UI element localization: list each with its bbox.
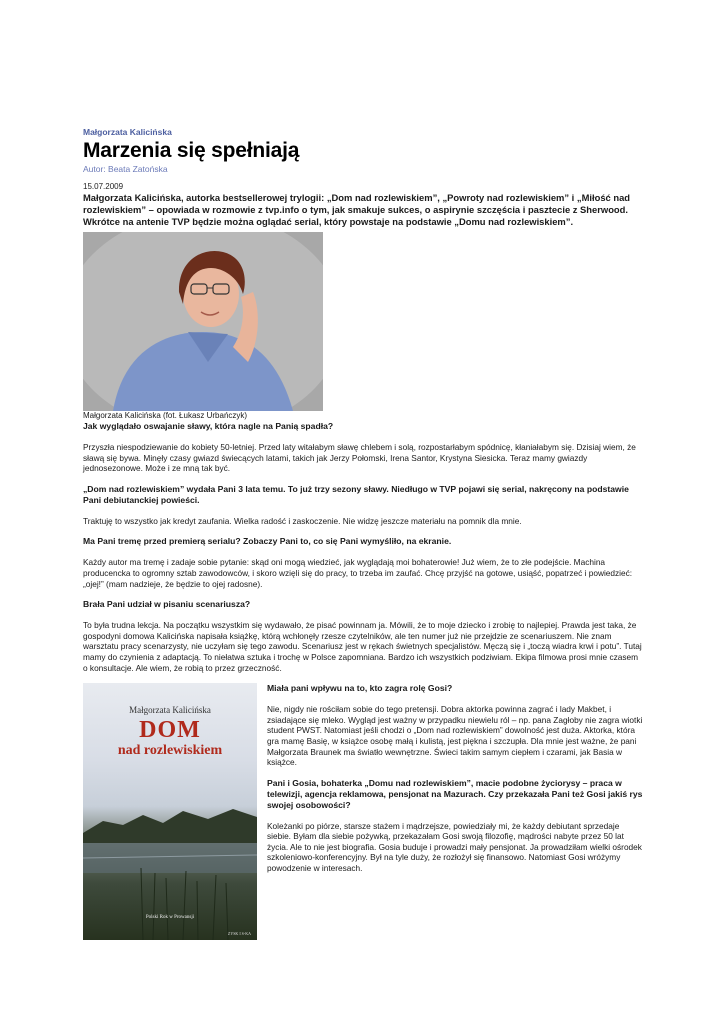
author-photo <box>83 232 323 411</box>
interview-answer: Nie, nigdy nie rościłam sobie do tego pretensji. Dobra aktorka powinna zagrać i lady Makbet, i zsiadające się mleko. Wygląd jest ważny w przypadku niewielu ról – np. pana Zagłoby nie zagra wiotki student PWST. Natomiast jeśli chodzi o „Dom nad rozlewiskiem” dowolność jest duża. Aktorka, która gra mamę Basię, w książce osobę małą i kulistą, jest piękna i szczupła. Dla mnie jest ważne, że pani Małgorzata Braunek ma światło wewnętrzne. Świeci takim samym ciepłem i czarami, jak Basia w książce. <box>267 704 643 768</box>
book-cover <box>83 683 257 940</box>
book-title: DOM <box>139 717 201 744</box>
book-publisher: ZYSK I S-KA <box>227 931 251 937</box>
book-author: Małgorzata Kalicińska <box>129 705 211 716</box>
photo-caption: Małgorzata Kalicińska (fot. Łukasz Urbańczyk) <box>83 411 248 420</box>
interview-question: Ma Pani tremę przed premierą serialu? Zobaczy Pani to, co się Pani wymyśliło, na ekranie. <box>83 536 452 547</box>
interview-question: „Dom nad rozlewiskiem” wydała Pani 3 lata temu. To już trzy sezony sławy. Niedługo w TVP pojawi się serial, nakręcony na podstawie Pani debiutanckiej powieści. <box>83 483 629 505</box>
interview-question: Pani i Gosia, bohaterka „Domu nad rozlewiskiem”, macie podobne życiorysy – praca w telewizji, agencja reklamowa, pensjonat na Mazurach. Czy przekazała Pani też Gosi jakiś rys swojej osobowości? <box>267 777 643 810</box>
book-subtitle: nad rozlewiskiem <box>117 743 223 759</box>
book-foot-text: Polski Rok w Prowansji <box>145 915 195 921</box>
article-author: Autor: Beata Zatońska <box>83 164 168 174</box>
article-lead: Małgorzata Kalicińska, autorka bestsellerowej trylogii: „Dom nad rozlewiskiem”, „Powroty nad rozlewiskiem” i „Miłość nad rozlewiskiem” – opowiada w rozmowie z tvp.info o tym, jak smakuje sukces, o aspirynie szczęścia i pasztecie z Sherwood. Wkrótce na antenie TVP będzie można oglądać serial, który powstaje na podstawie „Domu nad rozlewiskiem”. <box>83 192 631 227</box>
interview-answer: Koleżanki po piórze, starsze stażem i mądrzejsze, powiedziały mi, że każdy debiutant sprzedaje siebie. Byłam dla siebie pożywką, przekazałam Gosi swoją filozofię, mądrości nabyte przez 50 lat życia. Ale to nie jest biografia. Gosia buduje i prowadzi mały pensjonat. Ja prowadziłam wielki ośrodek szkoleniowo-konferencyjny. Był na tyle duży, że rozłożył się finansowo. Natomiast Gosi wróżymy powodzenie w interesach. <box>267 820 642 874</box>
interview-answer: To była trudna lekcja. Na początku wszystkim się wydawało, że pisać powinnam ja. Mówili, że to moje dziecko i zrobię to najlepiej. Prawda jest taka, że gospodyni domowa Kalicińska napisała książkę, którą wchłonęły rzesze czytelników, ale ten numer już nie przejdzie ze scenariuszem. Nie znam warsztatu pracy scenarzysty, nie uczyłam się tego zawodu. Scenariusz jest w rękach świetnych specjalistów. Męczą się i „toczą wiadra krwi i potu”. Tutaj mamy do czynienia z adaptacją. To niełatwa sztuka i trochę w Polsce zapomniana. Bardzo ich wszystkich podziwiam. Ekipa filmowa prosi mnie czasem o konsultacje. Ale wiem, że robią to przez grzeczność. <box>83 620 642 673</box>
interview-question: Jak wyglądało oswajanie sławy, która nagle na Panią spadła? <box>83 421 334 431</box>
article <box>83 127 643 948</box>
interview-question: Brała Pani udział w pisaniu scenariusza? <box>83 599 251 610</box>
author-photo-image <box>83 232 323 411</box>
book-section <box>83 683 643 948</box>
article-date: 15.07.2009 <box>83 182 124 191</box>
interview-answer: Traktuję to wszystko jak kredyt zaufania. Wielka radość i zaskoczenie. Nie widzę jeszcze materiału na pomnik dla mnie. <box>83 515 522 526</box>
article-title: Marzenia się spełniają <box>83 139 300 162</box>
right-column <box>267 683 643 884</box>
interview-answer: Każdy autor ma tremę i zadaje sobie pytanie: skąd oni mogą wiedzieć, jak wyglądają moi bohaterowie! Już wiem, że to złe podejście. Machina producencka to ogromny sztab zawodowców, i skoro wzięli się do pracy, to trzeba im zaufać. Chcę przyjść na gotowe, usiąść, popatrzeć i powiedzieć: „ojej!” (mam nadzieje, że będzie to ojej radosne). <box>83 557 633 589</box>
interview-answer: Przyszła niespodziewanie do kobiety 50-letniej. Przed laty witałabym sławę chlebem i solą, rozpostarłabym spódnicę, kłaniałabym się. Dzisiaj wiem, że sławą się bywa. Minęły czasy gwiazd świecących latami, takich jak Jerzy Połomski, Irena Santor, Krystyna Siesicka. Teraz mamy gwiazdy jednosezonowe. Może i ze mną tak być. <box>83 442 636 474</box>
interview-question: Miała pani wpływu na to, kto zagra rolę Gosi? <box>267 683 453 694</box>
category-label: Małgorzata Kalicińska <box>83 127 172 137</box>
